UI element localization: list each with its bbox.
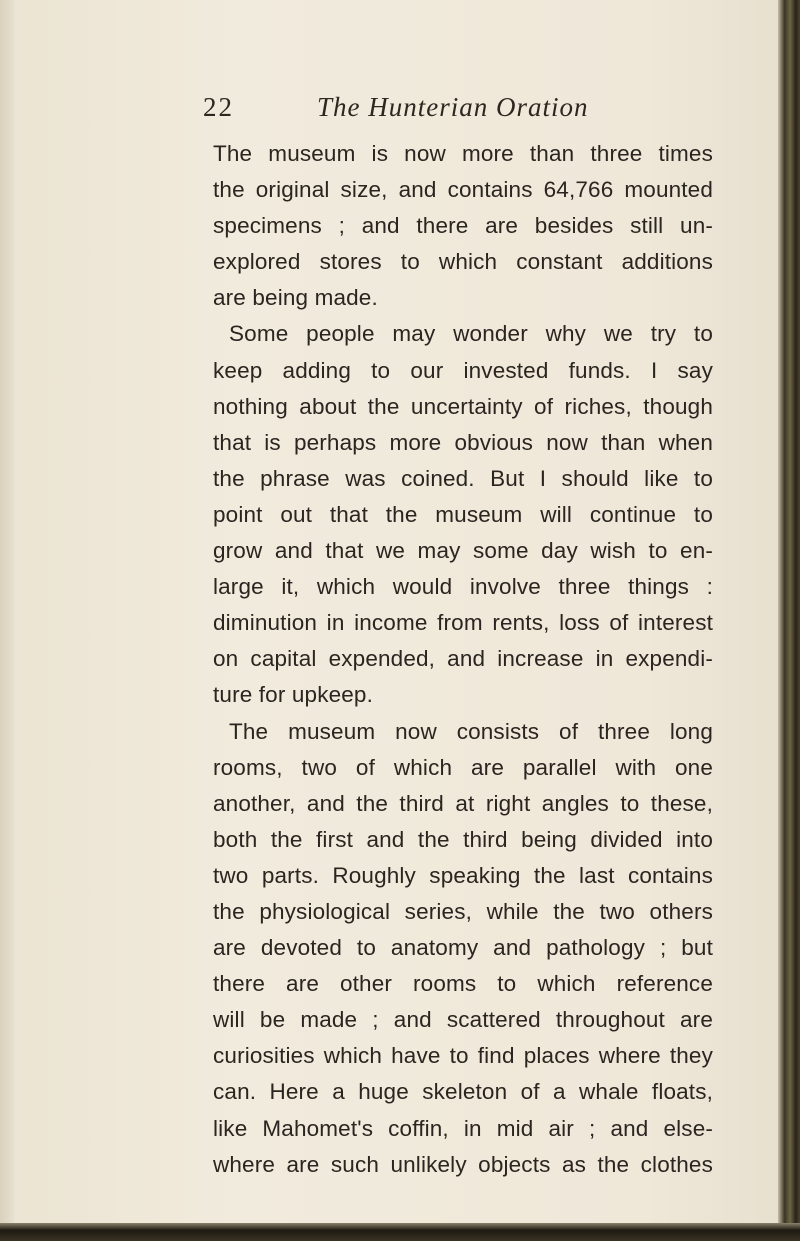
text-line: are being made. (213, 285, 378, 311)
page-fore-edge (778, 0, 800, 1241)
page-number: 22 (203, 92, 234, 122)
text-line: large it, which would involve three things : (213, 574, 713, 600)
text-line: curiosities which have to find places where they (213, 1043, 713, 1069)
text-line: like Mahomet's coffin, in mid air ; and else- (213, 1115, 713, 1141)
text-line: where are such unlikely objects as the clothes (213, 1151, 713, 1177)
running-title: The Hunterian Oration (317, 92, 589, 122)
text-line: are devoted to anatomy and pathology ; but (213, 935, 713, 961)
text-line: on capital expended, and increase in expendi- (213, 646, 713, 672)
text-line: both the first and the third being divided into (213, 826, 713, 852)
text-line: will be made ; and scattered throughout are (213, 1007, 713, 1033)
text-line: the phrase was coined. But I should like to (213, 465, 713, 491)
text-line: Some people may wonder why we try to (229, 321, 713, 347)
page-gutter (0, 0, 14, 1241)
text-line: keep adding to our invested funds. I say (213, 357, 713, 383)
text-line: rooms, two of which are parallel with one (213, 754, 713, 780)
text-line: ture for upkeep. (213, 682, 373, 708)
text-line: can. Here a huge skeleton of a whale floats, (213, 1079, 713, 1105)
text-line: that is perhaps more obvious now than when (213, 429, 713, 455)
text-line: the physiological series, while the two others (213, 898, 713, 924)
page-bottom-edge (0, 1223, 800, 1241)
text-line: there are other rooms to which reference (213, 971, 713, 997)
text-line: two parts. Roughly speaking the last contains (213, 862, 713, 888)
text-line: point out that the museum will continue to (213, 501, 713, 527)
text-line: grow and that we may some day wish to en- (213, 538, 713, 564)
text-line: diminution in income from rents, loss of interest (213, 610, 713, 636)
text-line: explored stores to which constant additions (213, 249, 713, 275)
text-line: specimens ; and there are besides still un- (213, 213, 713, 239)
text-line: nothing about the uncertainty of riches, though (213, 393, 713, 419)
text-line: another, and the third at right angles to these, (213, 790, 713, 816)
body-text (213, 136, 713, 1183)
text-line: the original size, and contains 64,766 mounted (213, 177, 713, 203)
text-line: The museum now consists of three long (229, 718, 713, 744)
text-line: The museum is now more than three times (213, 141, 713, 166)
running-head (203, 92, 763, 128)
